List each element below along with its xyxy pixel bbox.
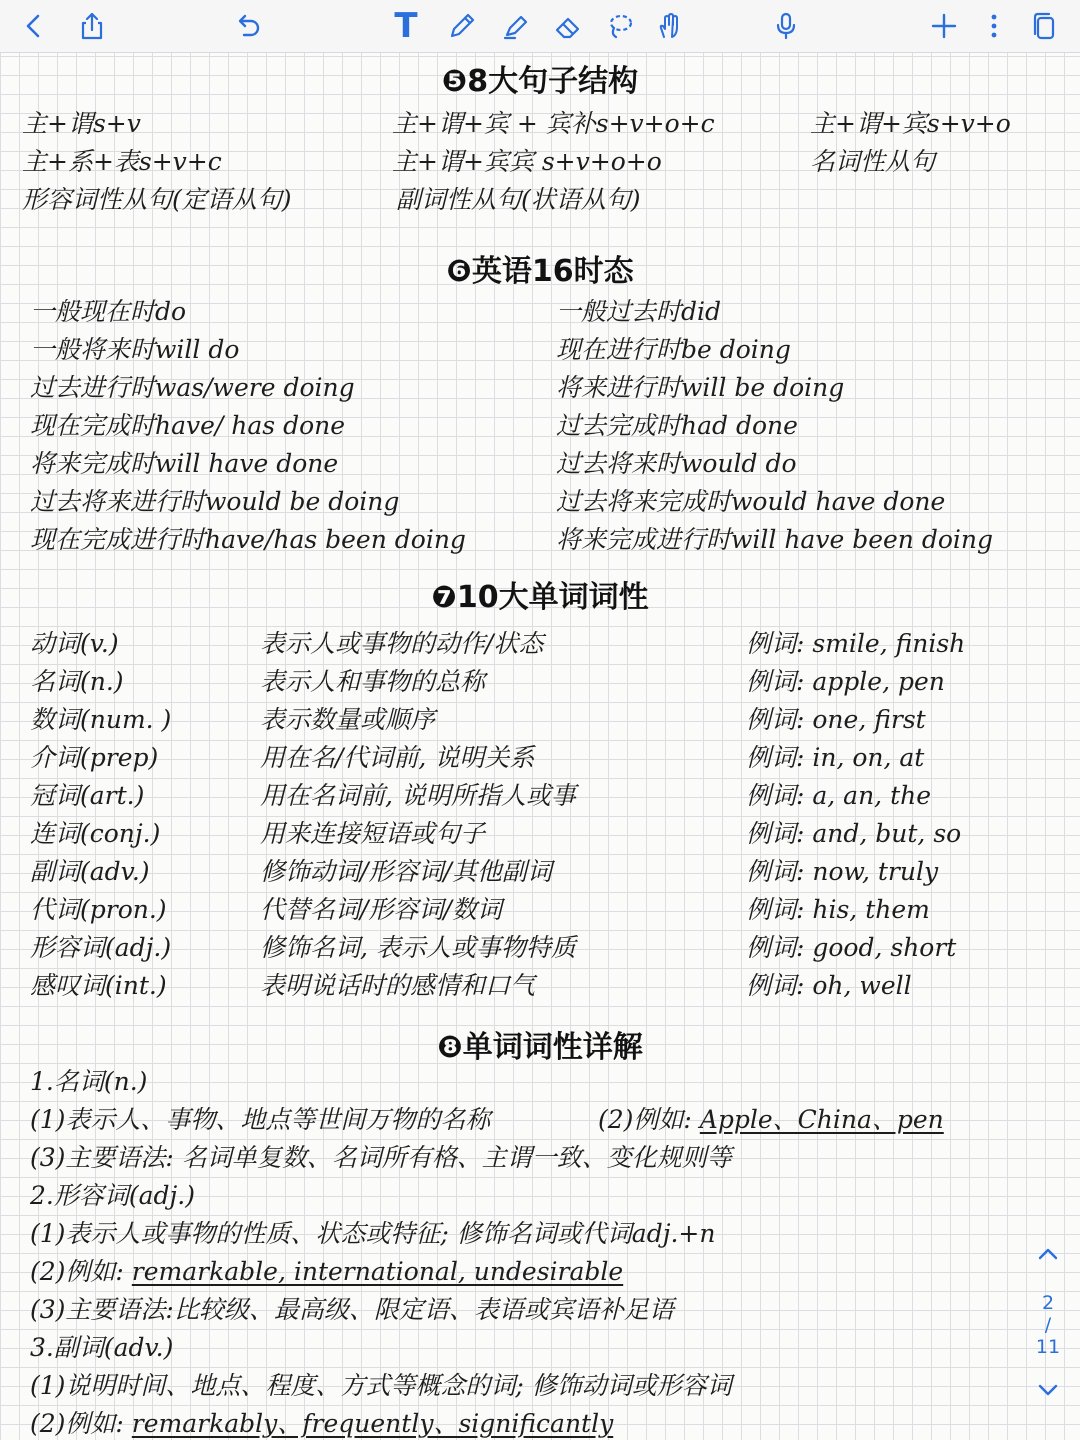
part-of-speech-description: 用在名词前, 说明所指人或事 bbox=[260, 781, 576, 810]
section-title: ❺8大句子结构 bbox=[441, 64, 639, 99]
part-of-speech-name: 动词(v.) bbox=[30, 629, 119, 658]
adjective-examples: remarkable, international, undesirable bbox=[131, 1257, 624, 1286]
eraser-icon[interactable] bbox=[548, 6, 588, 46]
tense-item: 一般过去时did bbox=[556, 297, 722, 326]
part-of-speech-name: 介词(prep) bbox=[30, 743, 159, 772]
tense-item: 一般现在时do bbox=[30, 297, 187, 326]
adjective-definition: (1)表示人或事物的性质、状态或特征; 修饰名词或代词adj.+n bbox=[30, 1219, 716, 1248]
more-options-icon[interactable] bbox=[974, 6, 1014, 46]
sentence-structure-item: 主+谓s+v bbox=[22, 109, 141, 138]
sentence-structure-item: 形容词性从句(定语从句) bbox=[22, 185, 292, 214]
adjective-example-line bbox=[30, 1252, 623, 1288]
sentence-structure-item: 副词性从句(状语从句) bbox=[396, 185, 641, 214]
part-of-speech-example: 例词: in, on, at bbox=[746, 743, 925, 772]
sentence-structure-item: 主+系+表s+v+c bbox=[22, 147, 222, 176]
add-icon[interactable] bbox=[924, 6, 964, 46]
adverb-heading: 3.副词(adv.) bbox=[30, 1333, 174, 1362]
part-of-speech-name: 名词(n.) bbox=[30, 667, 124, 696]
highlighter-icon[interactable] bbox=[496, 6, 536, 46]
section-title: ❽单词词性详解 bbox=[437, 1030, 643, 1065]
sentence-structure-item: 主+谓+宾 + 宾补s+v+o+c bbox=[392, 109, 715, 138]
tense-item: 过去将来进行时would be doing bbox=[30, 487, 400, 516]
part-of-speech-name: 形容词(adj.) bbox=[30, 933, 172, 962]
next-page-chevron-icon[interactable] bbox=[1034, 1376, 1062, 1404]
tense-item: 现在完成进行时have/has been doing bbox=[30, 525, 466, 554]
part-of-speech-name: 感叹词(int.) bbox=[30, 971, 167, 1000]
part-of-speech-name: 连词(conj.) bbox=[30, 819, 161, 848]
share-icon[interactable] bbox=[72, 6, 112, 46]
adverb-example-line bbox=[30, 1404, 613, 1440]
hand-tool-icon[interactable] bbox=[650, 6, 690, 46]
part-of-speech-example: 例词: oh, well bbox=[746, 971, 912, 1000]
pen-icon[interactable] bbox=[442, 6, 482, 46]
page-scroller bbox=[1028, 1240, 1068, 1410]
top-toolbar bbox=[0, 0, 1080, 53]
part-of-speech-description: 用在名/代词前, 说明关系 bbox=[260, 743, 535, 772]
part-of-speech-example: 例词: a, an, the bbox=[746, 781, 932, 810]
text-tool-label: T bbox=[394, 6, 418, 46]
part-of-speech-example: 例词: and, but, so bbox=[746, 819, 962, 848]
part-of-speech-name: 冠词(art.) bbox=[30, 781, 145, 810]
noun-example-line bbox=[598, 1100, 944, 1136]
page-indicator[interactable] bbox=[1028, 1292, 1068, 1358]
adjective-grammar: (3)主要语法:比较级、最高级、限定语、表语或宾语补足语 bbox=[30, 1295, 674, 1324]
part-of-speech-description: 表明说话时的感情和口气 bbox=[260, 971, 536, 1000]
sentence-structure-item: 主+谓+宾s+v+o bbox=[810, 109, 1011, 138]
example-prefix: (2)例如: bbox=[598, 1105, 692, 1134]
page-separator: / bbox=[1044, 1314, 1052, 1336]
part-of-speech-example: 例词: apple, pen bbox=[746, 667, 945, 696]
part-of-speech-description: 修饰动词/形容词/其他副词 bbox=[260, 857, 552, 886]
example-prefix: (2)例如: bbox=[30, 1257, 124, 1286]
part-of-speech-example: 例词: one, first bbox=[746, 705, 926, 734]
adjective-heading: 2.形容词(adj.) bbox=[30, 1181, 195, 1210]
note-page bbox=[0, 52, 1080, 1440]
noun-definition: (1)表示人、事物、地点等世间万物的名称 bbox=[30, 1105, 491, 1134]
tense-item: 一般将来时will do bbox=[30, 335, 240, 364]
part-of-speech-description: 用来连接短语或句子 bbox=[260, 819, 486, 848]
noun-heading: 1.名词(n.) bbox=[30, 1067, 148, 1096]
lasso-icon[interactable] bbox=[600, 6, 640, 46]
example-prefix: (2)例如: bbox=[30, 1409, 124, 1438]
part-of-speech-example: 例词: good, short bbox=[746, 933, 957, 962]
tense-item: 过去将来时would do bbox=[556, 449, 797, 478]
sentence-structure-item: 名词性从句 bbox=[810, 147, 936, 176]
tense-item: 将来完成时will have done bbox=[30, 449, 339, 478]
adverb-examples: remarkably、frequently、significantly bbox=[131, 1409, 614, 1438]
text-tool-icon[interactable] bbox=[386, 6, 426, 46]
noun-grammar: (3)主要语法: 名词单复数、名词所有格、主谓一致、变化规则等 bbox=[30, 1143, 732, 1172]
page-overview-icon[interactable] bbox=[1024, 6, 1064, 46]
tense-item: 现在完成时have/ has done bbox=[30, 411, 346, 440]
tense-item: 过去将来完成时would have done bbox=[556, 487, 946, 516]
tense-item: 过去进行时was/were doing bbox=[30, 373, 355, 402]
undo-icon[interactable] bbox=[228, 6, 268, 46]
part-of-speech-name: 代词(pron.) bbox=[30, 895, 167, 924]
part-of-speech-description: 修饰名词, 表示人或事物特质 bbox=[260, 933, 576, 962]
tense-item: 现在进行时be doing bbox=[556, 335, 791, 364]
section-title: ❻英语16时态 bbox=[446, 254, 634, 289]
tense-item: 将来进行时will be doing bbox=[556, 373, 845, 402]
part-of-speech-description: 表示数量或顺序 bbox=[260, 705, 436, 734]
section-title: ❼10大单词词性 bbox=[431, 580, 649, 615]
previous-page-chevron-icon[interactable] bbox=[1034, 1240, 1062, 1268]
noun-examples: Apple、China、pen bbox=[699, 1105, 944, 1134]
part-of-speech-example: 例词: smile, finish bbox=[746, 629, 966, 658]
part-of-speech-description: 代替名词/形容词/数词 bbox=[260, 895, 502, 924]
microphone-icon[interactable] bbox=[766, 6, 806, 46]
tense-item: 过去完成时had done bbox=[556, 411, 798, 440]
part-of-speech-example: 例词: now, truly bbox=[746, 857, 939, 886]
current-page-number: 2 bbox=[1041, 1292, 1055, 1314]
part-of-speech-example: 例词: his, them bbox=[746, 895, 930, 924]
part-of-speech-description: 表示人或事物的动作/状态 bbox=[260, 629, 544, 658]
part-of-speech-description: 表示人和事物的总称 bbox=[260, 667, 486, 696]
adverb-definition: (1)说明时间、地点、程度、方式等概念的词; 修饰动词或形容词 bbox=[30, 1371, 732, 1400]
tense-item: 将来完成进行时will have been doing bbox=[556, 525, 994, 554]
total-page-count: 11 bbox=[1035, 1336, 1061, 1358]
back-chevron-icon[interactable] bbox=[14, 6, 54, 46]
part-of-speech-name: 数词(num. ) bbox=[30, 705, 172, 734]
sentence-structure-item: 主+谓+宾宾 s+v+o+o bbox=[392, 147, 662, 176]
part-of-speech-name: 副词(adv.) bbox=[30, 857, 150, 886]
